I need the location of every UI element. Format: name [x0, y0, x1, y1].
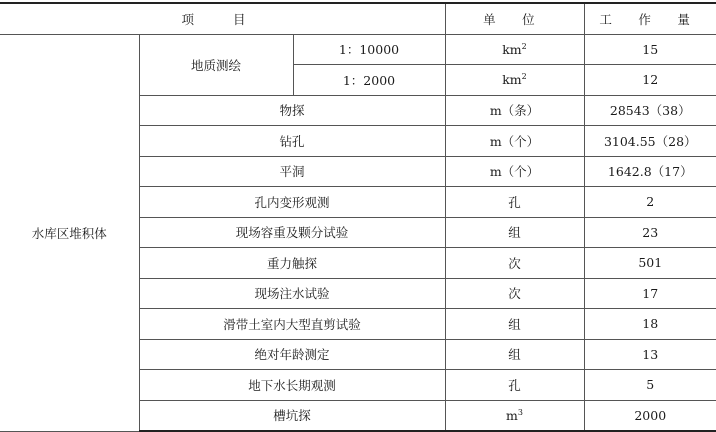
- unit-base: 孔: [508, 377, 521, 393]
- value-cell: 1642.8（17）: [584, 156, 716, 187]
- item-cell: 滑带土室内大型直剪试验: [139, 309, 445, 340]
- unit-cell: [445, 370, 584, 401]
- unit-sup: 2: [521, 72, 527, 82]
- mapping-scale: 1：2000: [293, 65, 445, 96]
- unit-cell: [445, 339, 584, 370]
- value-cell: 28543（38）: [584, 95, 716, 126]
- unit-base: 组: [508, 347, 521, 363]
- unit-base: m（条）: [489, 103, 540, 119]
- value-cell: 2000: [584, 400, 716, 431]
- value-cell: 23: [584, 217, 716, 248]
- workload-table: [0, 2, 716, 432]
- item-cell: 钻孔: [139, 126, 445, 157]
- mapping-label: 地质测绘: [139, 34, 293, 95]
- unit-base: 次: [508, 286, 521, 302]
- unit-cell: [445, 248, 584, 279]
- item-cell: 重力触探: [139, 248, 445, 279]
- unit-cell: [445, 156, 584, 187]
- item-cell: 物探: [139, 95, 445, 126]
- unit-sup: 3: [517, 407, 523, 417]
- group-label: 水库区堆积体: [0, 34, 139, 431]
- item-cell: 槽坑探: [139, 400, 445, 431]
- unit-sup: 2: [521, 41, 527, 51]
- item-cell: 现场注水试验: [139, 278, 445, 309]
- unit-cell: [445, 95, 584, 126]
- value-cell: 17: [584, 278, 716, 309]
- value-cell: 501: [584, 248, 716, 279]
- unit-base: 孔: [508, 194, 521, 210]
- unit-cell: [445, 126, 584, 157]
- item-cell: 绝对年龄测定: [139, 339, 445, 370]
- unit-base: m（个）: [489, 164, 540, 180]
- unit-cell: [445, 217, 584, 248]
- mapping-scale: 1：10000: [293, 34, 445, 65]
- unit-cell: [445, 278, 584, 309]
- table-row: [0, 34, 716, 65]
- unit-base: km: [502, 72, 522, 88]
- value-cell: 3104.55（28）: [584, 126, 716, 157]
- header-item: 项 目: [0, 3, 445, 34]
- header-unit: 单 位: [445, 3, 584, 34]
- unit-base: m（个）: [489, 133, 540, 149]
- item-cell: 现场容重及颗分试验: [139, 217, 445, 248]
- header-row: [0, 3, 716, 34]
- item-cell: 孔内变形观测: [139, 187, 445, 218]
- value-cell: 2: [584, 187, 716, 218]
- value-cell: 13: [584, 339, 716, 370]
- unit-cell: [445, 187, 584, 218]
- unit-cell: [445, 309, 584, 340]
- value-cell: 18: [584, 309, 716, 340]
- unit-cell: [445, 65, 584, 96]
- unit-base: 组: [508, 225, 521, 241]
- unit-base: m: [506, 407, 518, 423]
- unit-cell: [445, 34, 584, 65]
- item-cell: 地下水长期观测: [139, 370, 445, 401]
- unit-base: km: [502, 41, 522, 57]
- value-cell: 15: [584, 34, 716, 65]
- header-workload: 工 作 量: [584, 3, 716, 34]
- value-cell: 5: [584, 370, 716, 401]
- unit-base: 组: [508, 316, 521, 332]
- value-cell: 12: [584, 65, 716, 96]
- unit-cell: [445, 400, 584, 431]
- item-cell: 平洞: [139, 156, 445, 187]
- unit-base: 次: [508, 255, 521, 271]
